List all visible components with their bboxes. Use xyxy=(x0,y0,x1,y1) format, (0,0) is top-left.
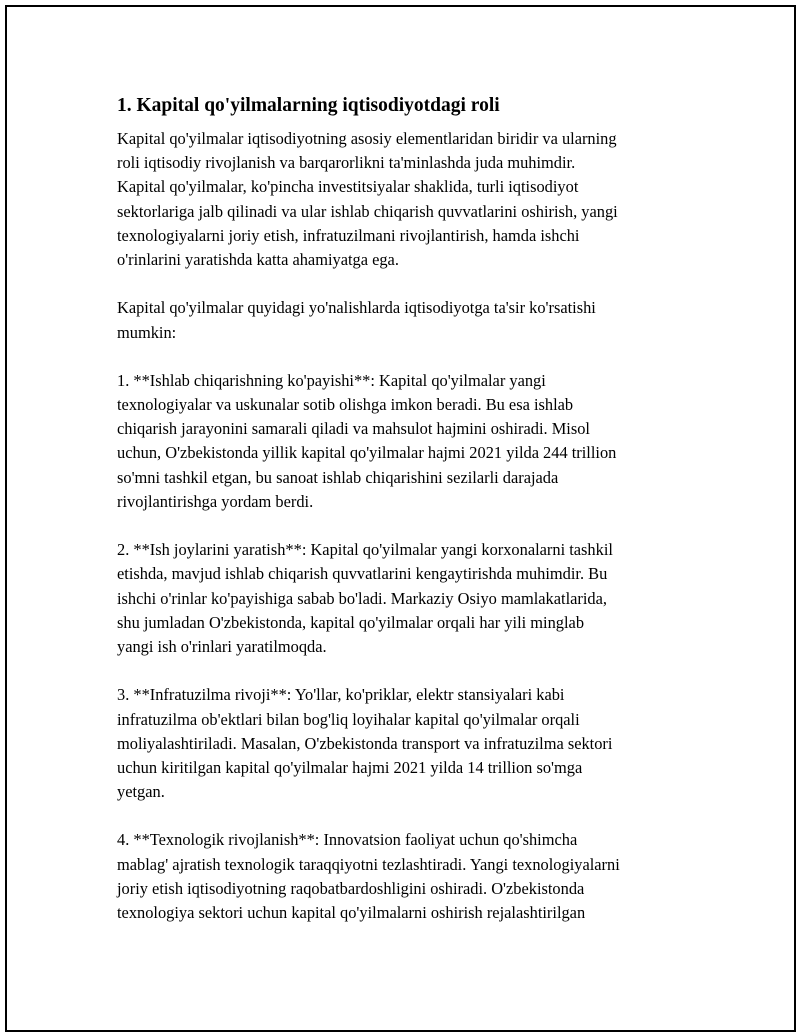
text-line: 3. **Infratuzilma rivoji**: Yo'llar, ko'priklar, elektr stansiyalari kabi xyxy=(117,685,565,705)
text-line: texnologiyalarni joriy etish, infratuzilmani rivojlantirish, hamda ishchi xyxy=(117,225,580,245)
text-line: joriy etish iqtisodiyotning raqobatbardoshligini oshiradi. O'zbekistonda xyxy=(117,878,585,898)
list-item-production xyxy=(117,369,692,514)
text-line: texnologiyalar va uskunalar sotib olishga imkon beradi. Bu esa ishlab xyxy=(117,395,574,415)
text-line: o'rinlarini yaratishda katta ahamiyatga ega. xyxy=(117,249,399,269)
text-line: shu jumladan O'zbekistonda, kapital qo'yilmalar orqali har yili minglab xyxy=(117,612,585,632)
paragraph-intro xyxy=(117,127,692,272)
text-line: 2. **Ish joylarini yaratish**: Kapital qo'yilmalar yangi korxonalarni tashkil xyxy=(117,540,613,560)
list-item-technology xyxy=(117,828,692,925)
text-line: yetgan. xyxy=(117,782,165,802)
document-body xyxy=(117,93,692,949)
text-line: moliyalashtiriladi. Masalan, O'zbekistonda transport va infratuzilma sektori xyxy=(117,733,613,753)
text-line: Kapital qo'yilmalar iqtisodiyotning asosiy elementlaridan biridir va ularning xyxy=(117,129,617,148)
text-line: uchun kiritilgan kapital qo'yilmalar hajmi 2021 yilda 14 trillion so'mga xyxy=(117,757,583,777)
text-line: 4. **Texnologik rivojlanish**: Innovatsion faoliyat uchun qo'shimcha xyxy=(117,830,578,850)
text-line: so'mni tashkil etgan, bu sanoat ishlab chiqarishini sezilarli darajada xyxy=(117,467,559,487)
paragraph-directions xyxy=(117,296,692,344)
text-line: chiqarish jarayonini samarali qiladi va mahsulot hajmini oshiradi. Misol xyxy=(117,419,590,439)
text-line: yangi ish o'rinlari yaratilmoqda. xyxy=(117,636,327,656)
text-line: Kapital qo'yilmalar quyidagi yo'nalishlarda iqtisodiyotga ta'sir ko'rsatishi xyxy=(117,298,596,318)
text-line: 1. **Ishlab chiqarishning ko'payishi**: Kapital qo'yilmalar yangi xyxy=(117,370,546,390)
list-item-infrastructure xyxy=(117,683,692,804)
text-line: ishchi o'rinlar ko'payishiga sabab bo'ladi. Markaziy Osiyo mamlakatlarida, xyxy=(117,588,607,608)
text-line: Kapital qo'yilmalar, ko'pincha investitsiyalar shaklida, turli iqtisodiyot xyxy=(117,177,579,197)
document-title: 1. Kapital qo'yilmalarning iqtisodiyotdagi roli xyxy=(117,95,500,116)
text-line: infratuzilma ob'ektlari bilan bog'liq loyihalar kapital qo'yilmalar orqali xyxy=(117,709,580,729)
text-line: uchun, O'zbekistonda yillik kapital qo'yilmalar hajmi 2021 yilda 244 trillion xyxy=(117,443,617,463)
text-line: texnologiya sektori uchun kapital qo'yilmalarni oshirish rejalashtirilgan xyxy=(117,903,586,922)
text-line: mablag' ajratish texnologik taraqqiyotni tezlashtiradi. Yangi texnologiyalarni xyxy=(117,854,620,874)
text-line: roli iqtisodiy rivojlanish va barqarorlikni ta'minlashda juda muhimdir. xyxy=(117,153,576,173)
text-line: rivojlantirishga yordam berdi. xyxy=(117,491,314,511)
text-line: etishda, mavjud ishlab chiqarish quvvatlarini kengaytirishda muhimdir. Bu xyxy=(117,564,608,584)
list-item-jobs xyxy=(117,538,692,659)
text-line: sektorlariga jalb qilinadi va ular ishlab chiqarish quvvatlarini oshirish, yangi xyxy=(117,201,618,221)
text-line: mumkin: xyxy=(117,322,177,342)
